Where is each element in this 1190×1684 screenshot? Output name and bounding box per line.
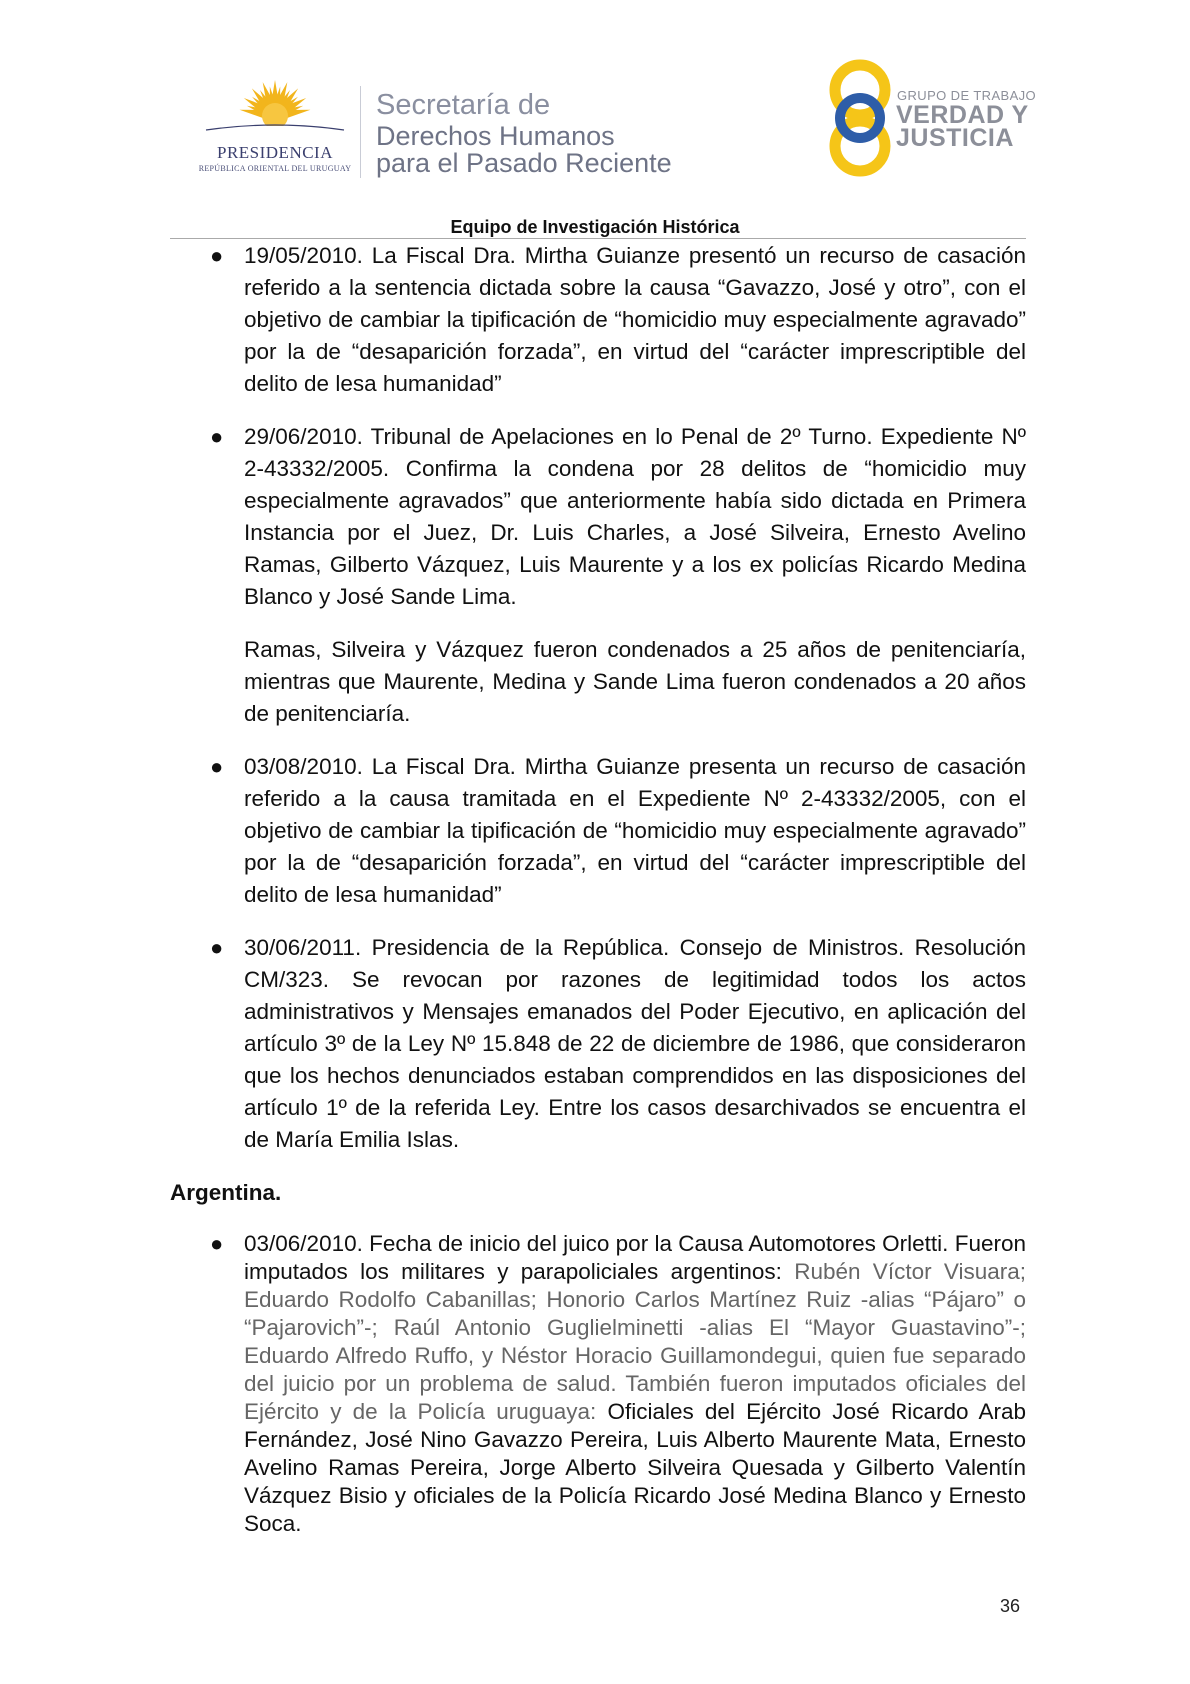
argentina-text-part-1: 03/06/2010. Fecha de inicio del juico por la Causa Automotores Orletti. Fueron imputados los militares y parapoliciales argentinos: — [244, 1231, 1026, 1284]
secretaria-title: Secretaría de — [376, 89, 551, 121]
paragraph: Ramas, Silveira y Vázquez fueron condenados a 25 años de penitenciaría, mientras que Maurente, Medina y Sande Lima fueron condenados a 20 años de penitenciaría. — [244, 637, 1026, 726]
list-item — [170, 240, 1026, 400]
bullet-icon: ● — [210, 1231, 224, 1256]
bullet-icon: ● — [210, 935, 224, 960]
page-header — [0, 0, 1190, 240]
document-body — [170, 240, 1026, 1538]
list-item-text: 29/06/2010. Tribunal de Apelaciones en lo Penal de 2º Turno. Expediente Nº 2-43332/2005. Confirma la condena por 28 delitos de “homicidio muy especialmente agravados” que anteriormente había sido dictada en Primera Instancia por el Juez, Dr. Luis Charles, a José Silveira, Ernesto Avelino Ramas, Gilberto Vázquez, Luis Maurente y a los ex policías Ricardo Medina Blanco y José Sande Lima. — [244, 424, 1026, 609]
argentina-text-part-3: Oficiales del Ejército José Ricardo Arab Fernández, José Nino Gavazzo Pereira, Luis Alberto Maurente Mata, Ernesto Avelino Ramas Pereira, Jorge Alberto Silveira Quesada y Gilberto Valentín Vázquez Bisio y oficiales de la Policía Ricardo José Medina Blanco y Ernesto Soca. — [244, 1399, 1026, 1536]
list-item — [170, 421, 1026, 613]
header-rule — [170, 238, 1026, 239]
gvj-title-line-2: JUSTICIA — [896, 124, 1014, 152]
bullet-icon: ● — [210, 424, 224, 449]
page-number: 36 — [1000, 1596, 1021, 1616]
list-item-text: 30/06/2011. Presidencia de la República. Consejo de Ministros. Resolución CM/323. Se revocan por razones de legitimidad todos los actos administrativos y Mensajes emanados del Poder Ejecutivo, en aplicación del artículo 3º de la Ley Nº 15.848 de 22 de diciembre de 1986, que consideraron que los hechos denunciados estaban comprendidos en las disposiciones del artículo 1º de la referida Ley. Entre los casos desarchivados se encuentra el de María Emilia Islas. — [244, 935, 1026, 1152]
argentina-text-part-2: Rubén Víctor Visuara; Eduardo Rodolfo Cabanillas; Honorio Carlos Martínez Ruiz -alias “Pájaro” o “Pajarovich”-; Raúl Antonio Guglielminetti -alias El “Mayor Guastavino”-; Eduardo Alfredo Ruffo, y Néstor Horacio Guillamondegui, quien fue separado del juicio por un problema de salud. También fueron imputados oficiales del Ejército y de la Policía uruguaya: — [244, 1259, 1026, 1424]
header-divider — [360, 86, 361, 178]
gvj-group-label: GRUPO DE TRABAJO — [897, 88, 1037, 103]
list-item — [170, 751, 1026, 911]
presidencia-wordmark: PRESIDENCIA — [216, 143, 333, 162]
list-item — [170, 1230, 1026, 1538]
verdad-justicia-rings-logo-icon — [818, 56, 908, 180]
team-title: Equipo de Investigación Histórica — [450, 217, 740, 237]
section-heading: Argentina. — [170, 1180, 282, 1205]
list-item-text: 03/08/2010. La Fiscal Dra. Mirtha Guianze presenta un recurso de casación referido a la causa tramitada en el Expediente Nº 2-43332/2005, con el objetivo de cambiar la tipificación de “homicidio muy especialmente agravado” por la de “desaparición forzada”, en virtud del “carácter imprescriptible del delito de lesa humanidad” — [244, 754, 1026, 907]
secretaria-name-line-1: Derechos Humanos — [376, 121, 615, 151]
bullet-icon: ● — [210, 754, 224, 779]
presidencia-subtitle: REPÚBLICA ORIENTAL DEL URUGUAY — [198, 164, 352, 173]
secretaria-name-line-2: para el Pasado Reciente — [376, 148, 672, 178]
list-item-text — [244, 1230, 1026, 1538]
list-item-text: 19/05/2010. La Fiscal Dra. Mirtha Guianze presentó un recurso de casación referido a la sentencia dictada sobre la causa “Gavazzo, José y otro”, con el objetivo de cambiar la tipificación de “homicidio muy especialmente agravado” por la de “desaparición forzada”, en virtud del “carácter imprescriptible del delito de lesa humanidad” — [244, 243, 1026, 396]
gvj-title-line-1: VERDAD Y — [896, 101, 1029, 129]
list-item — [170, 932, 1026, 1156]
bullet-icon: ● — [210, 243, 224, 268]
